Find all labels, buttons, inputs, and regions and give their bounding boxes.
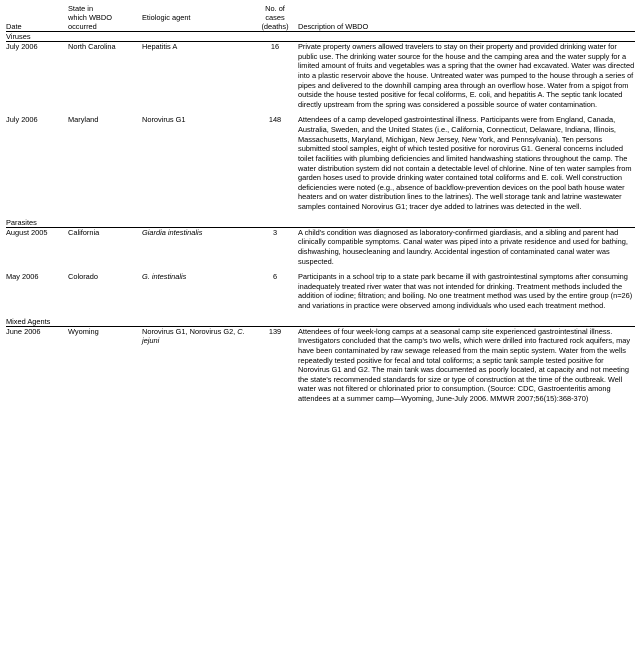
column-header-state-line3: occurred <box>68 22 97 32</box>
cell-agent: G. intestinalis <box>142 272 187 282</box>
cell-date: July 2006 <box>6 42 38 52</box>
table-row <box>6 327 635 404</box>
column-header-agent: Etiologic agent <box>142 13 191 23</box>
column-header-state-line1: State in <box>68 4 94 13</box>
cell-description: Participants in a school trip to a state park became ill with gastrointestinal symptoms after consuming inadequately treated river water that was not intended for drinking. Treatment methods included the addition of iodine; filtration; and boiling. No one treatment method was used by the entire group (n=26) and variations in practice were observed among individuals who used each treatment method. <box>298 272 633 311</box>
section-label-mixed-agents: Mixed Agents <box>6 316 51 326</box>
cell-cases: 6 <box>272 272 278 282</box>
cell-cases: 16 <box>270 42 280 52</box>
section-header-mixed-agents <box>6 317 635 327</box>
cell-agent <box>142 327 252 404</box>
column-header-state-line2: which WBDO <box>68 13 112 23</box>
column-header-date: Date <box>6 22 22 32</box>
cell-date: August 2005 <box>6 227 48 237</box>
table-header-row-2 <box>6 13 635 22</box>
table-row <box>6 42 635 109</box>
section-label-parasites: Parasites <box>6 217 37 227</box>
column-header-description: Description of WBDO <box>298 22 369 32</box>
cell-state: California <box>68 227 100 237</box>
cell-date: June 2006 <box>6 326 41 336</box>
cell-state: Wyoming <box>68 326 99 336</box>
table-row <box>6 115 635 211</box>
table-row <box>6 272 635 311</box>
header-spacer-2 <box>6 13 68 22</box>
header-spacer <box>6 4 68 13</box>
cell-description: Attendees of a camp developed gastrointestinal illness. Participants were from England, Canada, Australia, Sweden, and the United States (i.e., California, Connecticut, Delaware, Indiana, Illinois, Massachusetts, Maryland, Michigan, New Jersey, New York, and Pennsylvania). Ten persons submitted stool samples, eight of which tested positive for norovirus G1. General concerns included toilet facilities with plumbing deficiencies and limited handwashing stations throughout the camp. The water distribution system did not contain a detectable level of chlorine. Nine of ten water samples from garden hoses used to provide drinking water contained total coliforms and E. coli. Well construction deficiencies were noted (e.g., absence of backflow-prevention devices on the pool bath house water heaters and on water distribution lines to the latrines). The well storage tank and latrine wastewater samples contained Norovirus G1; tracer dye added to latrines was detected in the well. <box>298 115 632 212</box>
cell-cases: 148 <box>268 115 282 125</box>
cell-description: Private property owners allowed travelers to stay on their property and provided drinking water for public use. The drinking water source for the house and the camping area and the water supply for a limited amount of fruits and vegetables was a spring that the owner had excavated. Water was directed into a plastic reservoir above the house. Untreated water was pumped to the house through a series of pipes and delivered to the downhill camping area through an overflow hose. Water from a spigot from outside the house tested positive for fecal coliforms, E. coli, and hepatitis A. The septic tank located directly upstream from the spring was considered a possible source of water contamination. <box>298 42 635 109</box>
wbdo-table <box>6 4 635 404</box>
header-spacer-desc <box>298 4 635 13</box>
cell-cases: 3 <box>272 227 278 237</box>
cell-date: May 2006 <box>6 272 39 282</box>
cell-agent: Norovirus G1 <box>142 115 186 125</box>
column-header-cases-line1: No. of <box>265 4 285 13</box>
cell-date: July 2006 <box>6 115 38 125</box>
table-header-row-3 <box>6 22 635 32</box>
table-row <box>6 228 635 267</box>
cell-state: North Carolina <box>68 42 116 52</box>
cell-agent: Giardia intestinalis <box>142 227 203 237</box>
header-spacer-agent <box>142 4 252 13</box>
cell-description: Attendees of four week-long camps at a seasonal camp site experienced gastrointestinal illness. Investigators concluded that the camp's two wells, which were drilled into fractured rock aquifers, may have been contaminated by raw sewage released from the main septic system. Water from the wells repeatedly tested positive for fecal and total coliforms; a septic tank sample tested positive for Norovirus G1 and G2. The main tank was documented as poorly located, at capacity and not meeting the state's recommended standards for size or type of construction at the time of the outbreak. Well water was not filtered or chlorinated prior to consumption. (Source: CDC, Gastroenteritis among attendees at a summer camp—Wyoming, June-July 2006. MMWR 2007;56(15):368-370) <box>298 326 631 404</box>
header-spacer-desc-2 <box>298 13 635 22</box>
section-label-viruses: Viruses <box>6 32 31 42</box>
cell-description: A child's condition was diagnosed as laboratory-confirmed giardiasis, and a sibling and parent had clinically compatible symptoms. Canal water was piped into a private residence and used for bathing, dishwashing, housecleaning and laundry. Accidental ingestion of contaminated canal water was suspected. <box>298 227 628 266</box>
cell-cases: 139 <box>268 326 282 336</box>
section-header-parasites <box>6 218 635 228</box>
section-header-viruses <box>6 32 635 42</box>
cell-state: Colorado <box>68 272 98 282</box>
agent-name-plain: Norovirus G1, Norovirus G2, <box>142 326 236 336</box>
cell-state: Maryland <box>68 115 99 125</box>
table-header-row-1 <box>6 4 635 13</box>
column-header-cases-line2: cases <box>265 13 285 23</box>
column-header-cases-line3: (deaths) <box>261 22 289 32</box>
cell-agent: Hepatitis A <box>142 42 178 52</box>
header-spacer-agent-3 <box>142 22 252 32</box>
agent-name-italic: C. jejuni <box>142 326 245 346</box>
